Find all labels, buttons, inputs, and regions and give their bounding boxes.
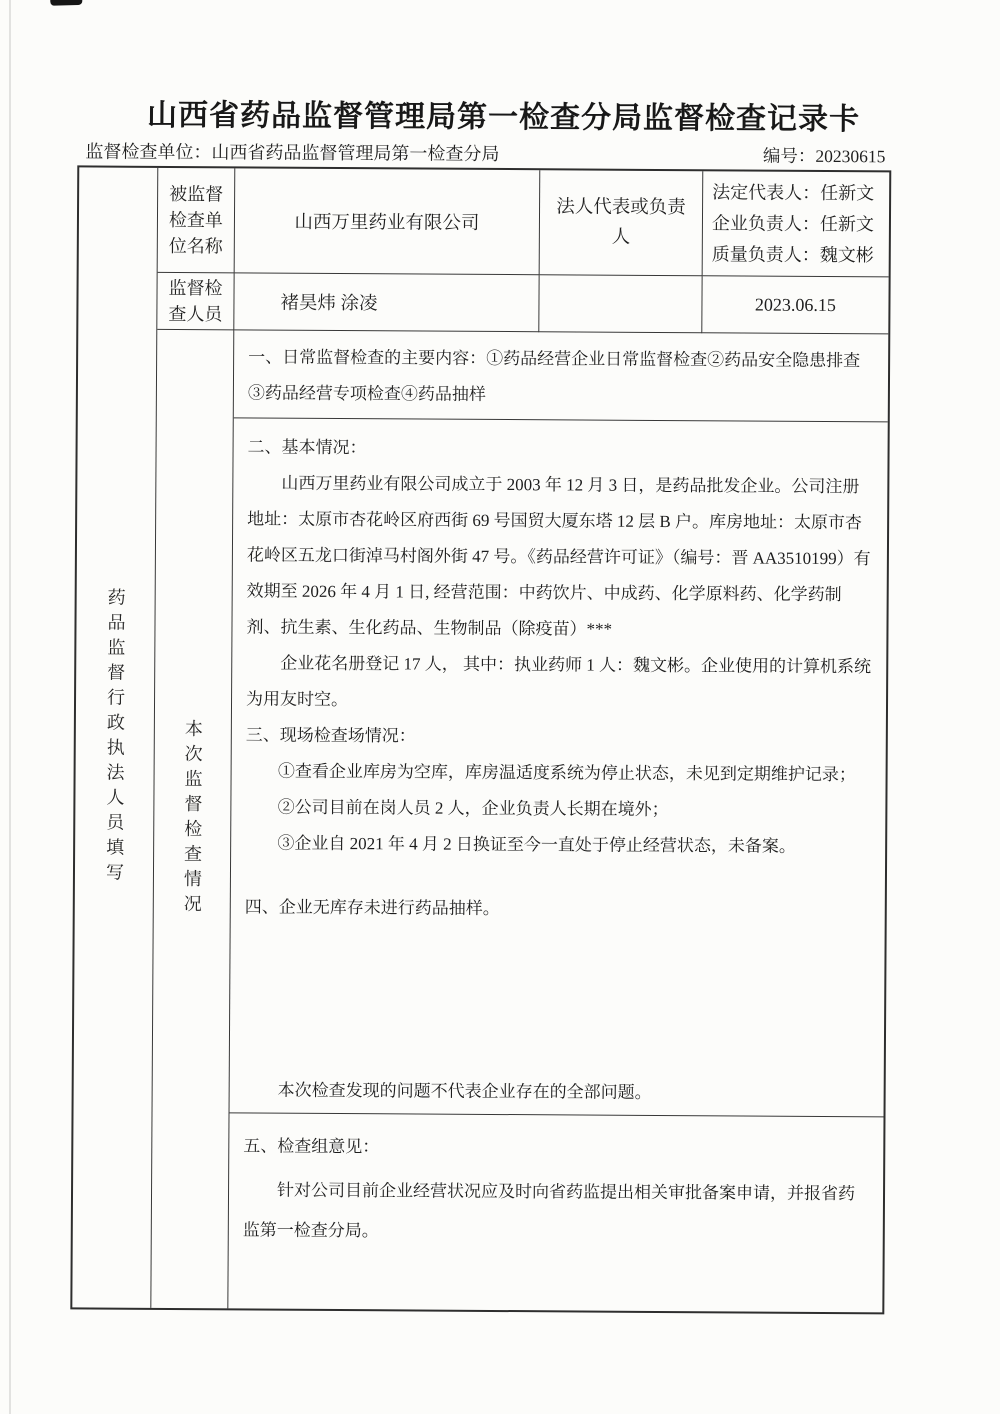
section3-item-1: ①查看企业库房为空库，库房温适度系统为停止状态，未见到定期维护记录；: [277, 761, 856, 785]
inspected-unit-label-cell: [158, 168, 236, 273]
situation-vertical-label: 本次监督检查情况: [181, 719, 203, 920]
section2-paragraph-1: 山西万里药业有限公司成立于 2003 年 12 月 3 日，是药品批发企业。公司注册地址：太原市杏花岭区府西街 69 号国贸大厦东塔 12 层 B 户。库房地址：太原市杏花岭区五龙口街淖马村阁外街 47 号。《药品经营许可证》（编号：晋 AA3510199）有效期至 2026 年 4 月 1 日, 经营范围：中药饮片、中成药、化学原料药、化学药制剂、抗生素、生化药品、生物制品（除疫苗）***: [246, 473, 871, 639]
legal-rep-label-cell: [540, 170, 704, 276]
inspectors-names: 褚昊炜 涂凌: [280, 293, 378, 315]
section2-paragraph-2: 企业花名册登记 17 人， 其中：执业药师 1 人：魏文彬。企业使用的计算机系统为用友时空。: [245, 653, 872, 710]
section2-heading: 二、基本情况：: [247, 437, 367, 458]
enterprise-responsible-person: 企业负责人：任新文: [711, 212, 875, 234]
closing-note: 本次检查发现的问题不代表企业存在的全部问题。: [277, 1080, 652, 1102]
quality-responsible-person: 质量负责人：魏文彬: [711, 243, 874, 265]
left-column-vertical-label: 药品监督行政执法人员填写: [103, 587, 126, 888]
company-name: 山西万里药业有限公司: [294, 212, 480, 234]
section1-text: 一、日常监督检查的主要内容：①药品经营企业日常监督检查②药品安全隐患排查③药品经营专项检查④药品抽样: [247, 347, 861, 404]
responsible-persons-cell: [703, 171, 890, 277]
section3-item-3: ③企业自 2021 年 4 月 2 日换证至今一直处于停止经营状态，未备案。: [277, 833, 797, 856]
inspection-date: 2023.06.15: [754, 294, 837, 315]
inspection-date-cell: [702, 276, 888, 334]
legal-rep-label: 法人代表或负责人: [556, 197, 686, 248]
inspectors-names-cell: [234, 273, 539, 332]
page-title: 山西省药品监督管理局第一检查分局监督检查记录卡: [147, 98, 861, 137]
section5-heading: 五、检查组意见：: [243, 1136, 380, 1157]
situation-column-cell: [151, 330, 234, 1308]
inspection-record-table: [70, 165, 891, 1314]
sections-2-3-4-cell: [230, 418, 888, 1117]
empty-cell: [539, 275, 702, 333]
section3-heading: 三、现场检查场情况：: [245, 725, 416, 746]
legal-representative: 法定代表人：任新文: [712, 181, 875, 203]
inspectors-label: 监督检查人员: [168, 277, 223, 325]
section3-item-2: ②公司目前在岗人员 2 人，企业负责人长期在境外；: [277, 797, 669, 820]
section4-heading: 四、企业无库存未进行药品抽样。: [244, 897, 500, 919]
inspected-unit-label: 被监督检查单位名称: [168, 183, 224, 257]
record-number: 编号：20230615: [762, 145, 886, 167]
company-name-cell: [235, 168, 541, 275]
section5-paragraph: 针对公司目前企业经营状况应及时向省药监提出相关审批备案申请，并报省药监第一检查分局。: [242, 1180, 856, 1241]
scan-artifact-mark: [50, 0, 82, 6]
section5-cell: [228, 1113, 883, 1312]
left-column-cell: [72, 167, 158, 1307]
meta-row: [85, 137, 885, 168]
section1-cell: [234, 330, 889, 422]
inspectors-label-cell: [157, 273, 234, 330]
inspection-unit-line: 监督检查单位：山西省药品监督管理局第一检查分局: [85, 141, 500, 164]
